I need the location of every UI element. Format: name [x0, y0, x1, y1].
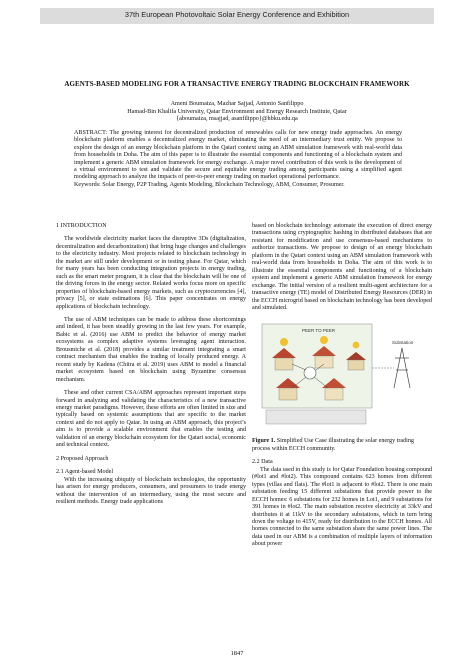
figure-label: Figure 1.: [252, 438, 276, 445]
intro-paragraph-1: The worldwide electricity market faces the disruptive 3Ds (digitalization, decentralization and decarbonization) that bring huge changes and challenges to the electricity industry. Most projects related to blockchain technology in the market are still under development or in testing phase. For Qatar, which for many years has been conducting integration projects in energy trading, such as the smart meter program, it is clear that the blockchain will be one of the driving forces in the energy sector. Related works focus more on specific properties of blockchain-based energy markets, such as cryptocurrencies [4], privacy [5], or state estimations [6]. This paper concentrates on energy applications of blockchain technology.: [56, 236, 246, 310]
figure-1: [252, 318, 432, 432]
intro-heading: 1 INTRODUCTION: [56, 223, 107, 229]
abstract-block: [74, 130, 402, 189]
grid-bar: [266, 410, 366, 424]
conference-header: 37th European Photovoltaic Solar Energy Conference and Exhibition: [124, 10, 350, 19]
figure-1-caption: [252, 438, 432, 453]
intro-paragraph-2: The use of ABM techniques can be made to address these shortcomings and indeed, it has been steadily growing in the last few years. For example, Babic et al. (2016) use ABM to predict the behavior of energy market ecosystems as complex adaptive systems leveraging agent interaction. Brousmiche et al. (2018) provides a similar treatment integrating a smart contract mechanism that enables the trading of locally produced energy. A recent study by Kadena (Chitra et al. 2019) uses ABM to model a financial market ecosystem based on blockchain using Byzantine consensus mechanism.: [56, 316, 246, 383]
abstract: ABSTRACT: The growing interest for decentralized production of renewables calls for new energy trade approaches. An energy blockchain platform enables a decentralized energy market, eliminating the need of an intermediary trust entity. We propose to explore the design of an energy blockchain platform in the Qatari context using an ABM simulation framework with real-world data from households in Doha. The aim of this paper is to illustrate the essential components and functioning of a blockchain system and implement a generic ABM simulation framework for energy exchange. A major novel contribution of this work is the development of a virtual environment to test and validate the secure and equitable energy trading among participants using a simplified agent modeling approach to analyze the impacts of peer-to-peer energy trading on market operational performance.: [74, 130, 402, 181]
right-paragraph-1: based on blockchain technology automate the execution of direct energy transactions using cryptographic hashing in distributed databases that are resistant for modification and use consensus-based mechanisms to authorize transactions. We propose to design of an energy blockchain platform in the Qatari context using an ABM simulation framework with real-world data from households in Doha. The aim of this work is to illustrate the essential components and functioning of a blockchain system and implement a generic ABM simulation framework for energy exchange. The initial version of a resilient multi-agent architecture for a transactive energy (TE) model of Distributed Energy Resources (DER) in the ECCH microgrid based on blockchain technology has been developed and simulated.: [252, 223, 432, 311]
sun-icon: [320, 336, 328, 344]
page-number: 1847: [230, 650, 244, 657]
peer-to-peer-label: PEER TO PEER: [302, 328, 336, 334]
left-column: [56, 223, 246, 512]
authors: Ameni Boumaiza, Mazhar Sajjad, Antonio Sanfilippo: [170, 100, 304, 107]
transmission-tower-icon: [394, 348, 410, 388]
emails: {aboumaiza, msajjad, asanfilippo}@hbku.edu.qa: [176, 115, 298, 123]
data-paragraph: The data used in this study is for Qatar Foundation housing compound (#lot1 and #lot2). This compound contains 623 homes from different types (villas and flats). The #lot1 is adjacent to #lot2. There is one main substation feeding 15 different substations that provide power to the ECCH homes: 6 substations for 232 homes in Lot1, and 9 substations for 391 homes in #lot2. The main substation receive electricity at 33kV and distributes it at 11kV to the secondary substations, which in turn bring down the voltage to 415V, ready for distribution to the ECCH homes. All homes connected to the same substation share the same power lines. The data used in our ABM is a combination of multiple layers of information about power: [252, 466, 432, 548]
substation-label: Substation: [392, 340, 414, 346]
keywords: Keywords: Solar Energy, P2P Trading, Agents Modeling, Blockchain Technology, ABM, Consumer, Prosumer.: [74, 181, 345, 188]
agent-model-paragraph: With the increasing ubiquity of blockchain technologies, the opportunity has arisen for energy producers, consumers, and prosumers to trade energy without the intervention of an intermediary, using the most secure and resilient methods. Energy trade applications: [56, 476, 246, 505]
intro-paragraph-3: These and other current CSA/ABM approaches represent important steps forward in analyzing and validating the characteristics of a new transactive energy market paradigms. However, these efforts are often limited in size and typically based on systemic assumptions that are specific to the market context and do not apply to Qatar. In using an ABM approach, this project’s aim is to provide a scalable environment that enables the testing and validation of an energy blockchain ecosystem for the Qatari social, economic and technical context.: [56, 390, 246, 449]
affiliation: Hamad-Bin Khalifa University, Qatar Environment and Energy Research Institute, Qatar: [127, 107, 347, 115]
agent-model-subheading: 2.1 Agent-based Model: [56, 469, 114, 476]
figure-caption-text: Simplified Use Case illustrating the solar energy trading process within ECCH community.: [252, 438, 414, 452]
right-column: [252, 223, 432, 555]
use-case-diagram: [252, 318, 432, 432]
sun-icon: [353, 342, 360, 349]
approach-heading: 2 Proposed Approach: [56, 455, 109, 462]
data-heading: 2.2 Data: [252, 459, 273, 466]
sun-icon: [280, 338, 288, 346]
paper-title: AGENTS-BASED MODELING FOR A TRANSACTIVE ENERGY TRADING BLOCKCHAIN FRAMEWORK: [64, 80, 410, 88]
author-block: [40, 100, 434, 123]
